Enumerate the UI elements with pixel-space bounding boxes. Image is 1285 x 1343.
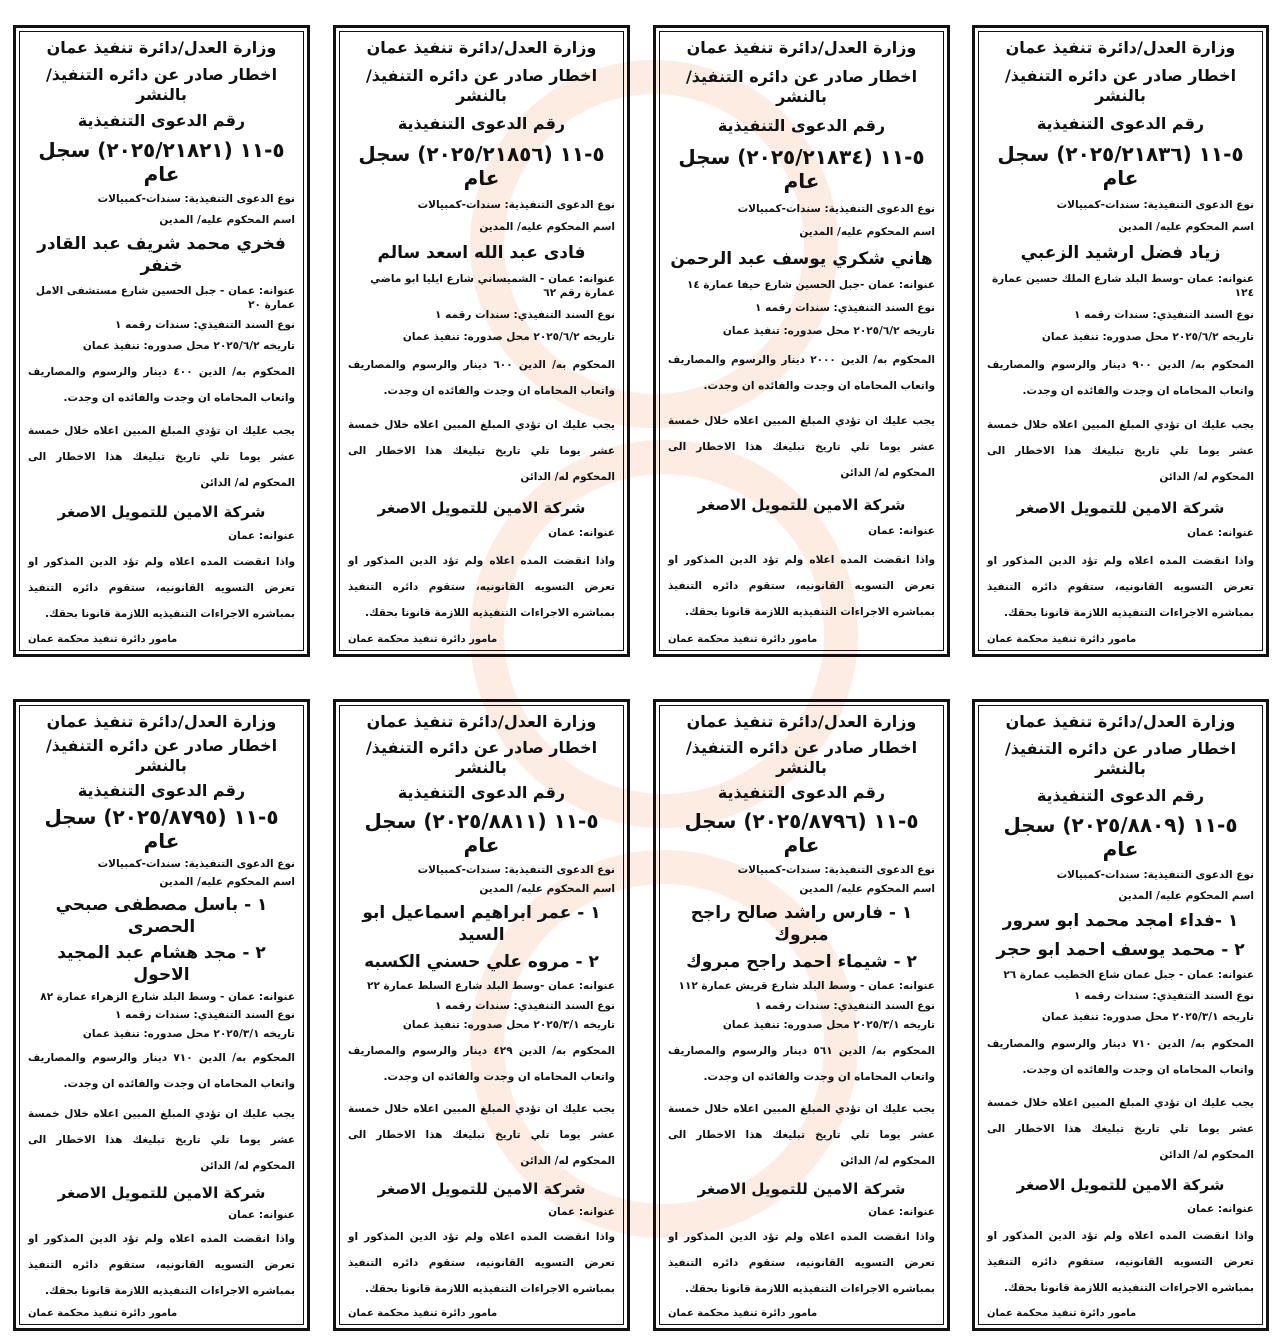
- judgment-amount: المحكوم به/ الدين ٤٢٩ دينار والرسوم والمصاريف واتعاب المحاماه ان وجدت والفائده ان وجدت.: [348, 1044, 615, 1083]
- payment-instruction: يجب عليك ان تؤدي المبلغ المبين اعلاه خلال خمسة عشر يوما تلي تاريخ تبليغك هذا الاخطار الى المحكوم له/ الدائن: [28, 1108, 295, 1172]
- judgment-amount: المحكوم به/ الدين ٢٠٠٠ دينار والرسوم والمصاريف واتعاب المحاماه ان وجدت والفائده ان وجدت.: [668, 354, 935, 393]
- warning-text: واذا انقضت المده اعلاه ولم تؤد الدين المذكور او تعرض التسويه القانونيه، ستقوم دائره التنفيذ بمباشره الاجراءات التنفيذيه اللازمة قانونا بحقك.: [348, 1231, 615, 1296]
- bond-type: نوع السند التنفيذي: سندات رقمه ١: [435, 309, 615, 321]
- bond-date: تاريخه ٢٠٢٥/٦/٢ محل صدوره: تنفيذ عمان: [402, 331, 615, 343]
- case-label: رقم الدعوى التنفيذية: [77, 111, 246, 131]
- creditor-company: شركة الامين للتمويل الاصغر: [697, 1180, 906, 1199]
- case-type: نوع الدعوى التنفيذية: سندات-كمبيالات: [737, 863, 935, 876]
- bond-type: نوع السند التنفيذي: سندات رقمه ١: [755, 999, 935, 1012]
- ministry-heading: وزارة العدل/دائرة تنفيذ عمان: [1005, 38, 1236, 57]
- bond-date: تاريخه ٢٠٢٥/٣/١ محل صدوره: تنفيذ عمان: [1041, 1011, 1254, 1023]
- signature: مامور دائرة تنفيذ محكمة عمان: [668, 633, 818, 645]
- creditor-address: عنوانه: عمان: [228, 529, 295, 542]
- payment-instruction: يجب عليك ان تؤدي المبلغ المبين اعلاه خلال خمسة عشر يوما تلي تاريخ تبليغك هذا الاخطار الى المحكوم له/ الدائن: [28, 424, 295, 489]
- bond-date: تاريخه ٢٠٢٥/٦/٢ محل صدوره: تنفيذ عمان: [82, 339, 295, 352]
- defendant-name: ٢ - مجد هشام عبد المجيد الاحول: [57, 942, 266, 985]
- notice-title: اخطار صادر عن دائره التنفيذ/ بالنشر: [45, 736, 278, 776]
- defendant-name: ٢ - شيماء احمد راجح مبروك: [686, 952, 917, 973]
- bond-date: تاريخه ٢٠٢٥/٣/١ محل صدوره: تنفيذ عمان: [722, 1019, 935, 1032]
- payment-instruction: يجب عليك ان تؤدي المبلغ المبين اعلاه خلال خمسة عشر يوما تلي تاريخ تبليغك هذا الاخطار الى المحكوم له/ الدائن: [668, 415, 935, 480]
- legal-notice: [653, 25, 950, 657]
- defendant-name: ١ - فارس راشد صالح راجح مبروك: [690, 902, 913, 945]
- case-type: نوع الدعوى التنفيذية: سندات-كمبيالات: [1056, 199, 1254, 211]
- bond-type: نوع السند التنفيذي: سندات رقمه ١: [1074, 309, 1254, 321]
- defendant-address: عنوانه: عمان - الشميساني شارع ايليا ابو ماضي عمارة رقم ٦٢: [370, 273, 615, 299]
- case-type: نوع الدعوى التنفيذية: سندات-كمبيالات: [417, 863, 615, 876]
- case-label: رقم الدعوى التنفيذية: [397, 783, 566, 803]
- payment-instruction: يجب عليك ان تؤدي المبلغ المبين اعلاه خلال خمسة عشر يوما تلي تاريخ تبليغك هذا الاخطار الى المحكوم له/ الدائن: [987, 1097, 1254, 1161]
- case-number: ٥-١١ (٢٠٢٥/٨٨١١) سجل عام: [364, 808, 599, 857]
- case-number: ٥-١١ (٢٠٢٥/٢١٨٣٦) سجل عام: [997, 142, 1244, 190]
- payment-instruction: يجب عليك ان تؤدي المبلغ المبين اعلاه خلال خمسة عشر يوما تلي تاريخ تبليغك هذا الاخطار الى المحكوم له/ الدائن: [668, 1102, 935, 1167]
- signature: مامور دائرة تنفيذ محكمة عمان: [987, 634, 1137, 645]
- defendant-name: ١ - باسل مصطفى صبحي الحصرى: [55, 894, 268, 937]
- signature: مامور دائرة تنفيذ محكمة عمان: [348, 634, 498, 645]
- judgment-amount: المحكوم به/ الدين ٧١٠ دينار والرسوم والمصاريف واتعاب المحاماه ان وجدت والفائده ان وجدت.: [28, 1051, 295, 1090]
- bond-date: تاريخه ٢٠٢٥/٣/١ محل صدوره: تنفيذ عمان: [402, 1019, 615, 1032]
- judgment-amount: المحكوم به/ الدين ٤٠٠ دينار والرسوم والمصاريف واتعاب المحاماه ان وجدت والفائده ان وجدت.: [28, 366, 295, 405]
- signature: مامور دائرة تنفيذ محكمة عمان: [348, 1308, 498, 1319]
- defendant-label: اسم المحكوم عليه/ المدين: [479, 221, 615, 233]
- case-number: ٥-١١ (٢٠٢٥/٨٨٠٩) سجل عام: [1003, 813, 1238, 861]
- ministry-heading: وزارة العدل/دائرة تنفيذ عمان: [686, 38, 917, 57]
- signature: مامور دائرة تنفيذ محكمة عمان: [987, 1308, 1137, 1319]
- defendant-label: اسم المحكوم عليه/ المدين: [1118, 221, 1254, 233]
- defendant-address: عنوانه: عمان - جبل الحسين شارع مستشفى الامل عمارة ٢٠: [35, 284, 295, 311]
- warning-text: واذا انقضت المده اعلاه ولم تؤد الدين المذكور او تعرض التسويه القانونيه، ستقوم دائره التنفيذ بمباشره الاجراءات التنفيذيه اللازمة قانونا بحقك.: [348, 555, 615, 619]
- creditor-company: شركة الامين للتمويل الاصغر: [57, 1184, 266, 1203]
- creditor-address: عنوانه: عمان: [1187, 1203, 1254, 1215]
- defendant-name: ١ -فداء امجد محمد ابو سرور: [1002, 911, 1239, 931]
- creditor-address: عنوانه: عمان: [548, 1205, 615, 1218]
- case-number: ٥-١١ (٢٠٢٥/٢١٨٢١) سجل عام: [38, 137, 285, 186]
- legal-notice: [13, 699, 310, 1331]
- case-number: ٥-١١ (٢٠٢٥/٨٧٩٥) سجل عام: [44, 804, 279, 853]
- judgment-amount: المحكوم به/ الدين ٩٠٠ دينار والرسوم والمصاريف واتعاب المحاماه ان وجدت والفائده ان وجدت.: [987, 359, 1254, 397]
- creditor-company: شركة الامين للتمويل الاصغر: [57, 503, 266, 522]
- bond-type: نوع السند التنفيذي: سندات رقمه ١: [435, 999, 615, 1012]
- defendant-address: عنوانه: عمان - جبل عمان شاع الخطيب عمارة ٢٦: [1003, 969, 1254, 981]
- creditor-company: شركة الامين للتمويل الاصغر: [697, 496, 906, 515]
- creditor-address: عنوانه: عمان: [868, 1205, 935, 1218]
- creditor-address: عنوانه: عمان: [548, 527, 615, 539]
- defendant-name: فادى عبد الله اسعد سالم: [377, 243, 586, 263]
- notice-title: اخطار صادر عن دائره التنفيذ/ بالنشر: [365, 737, 598, 777]
- notice-title: اخطار صادر عن دائره التنفيذ/ بالنشر: [1004, 739, 1237, 778]
- defendant-address: عنوانه: عمان -وسط البلد شارع الملك حسين عمارة ١٢٤: [991, 273, 1254, 299]
- case-type: نوع الدعوى التنفيذية: سندات-كمبيالات: [97, 858, 295, 870]
- warning-text: واذا انقضت المده اعلاه ولم تؤد الدين المذكور او تعرض التسويه القانونيه، ستقوم دائره التنفيذ بمباشره الاجراءات التنفيذيه اللازمة قانونا بحقك.: [987, 555, 1254, 619]
- creditor-company: شركة الامين للتمويل الاصغر: [1016, 1176, 1225, 1194]
- ministry-heading: وزارة العدل/دائرة تنفيذ عمان: [366, 712, 597, 731]
- case-number: ٥-١١ (٢٠٢٥/٢١٨٥٦) سجل عام: [358, 142, 605, 190]
- defendant-name: ١ - عمر ابراهيم اسماعيل ابو السيد: [362, 902, 601, 945]
- payment-instruction: يجب عليك ان تؤدي المبلغ المبين اعلاه خلال خمسة عشر يوما تلي تاريخ تبليغك هذا الاخطار الى المحكوم له/ الدائن: [348, 1102, 615, 1167]
- legal-notice: [972, 25, 1269, 657]
- notice-title: اخطار صادر عن دائره التنفيذ/ بالنشر: [1004, 66, 1237, 105]
- ministry-heading: وزارة العدل/دائرة تنفيذ عمان: [366, 38, 597, 57]
- judgment-amount: المحكوم به/ الدين ٥٦١ دينار والرسوم والمصاريف واتعاب المحاماه ان وجدت والفائده ان وجدت.: [668, 1044, 935, 1083]
- case-number: ٥-١١ (٢٠٢٥/٨٧٩٦) سجل عام: [684, 808, 919, 857]
- signature: مامور دائرة تنفيذ محكمة عمان: [28, 633, 178, 645]
- case-number: ٥-١١ (٢٠٢٥/٢١٨٣٤) سجل عام: [678, 144, 925, 193]
- case-label: رقم الدعوى التنفيذية: [1036, 786, 1205, 805]
- notice-title: اخطار صادر عن دائره التنفيذ/ بالنشر: [365, 66, 598, 105]
- defendant-label: اسم المحكوم عليه/ المدين: [799, 225, 935, 238]
- defendant-label: اسم المحكوم عليه/ المدين: [799, 883, 935, 896]
- warning-text: واذا انقضت المده اعلاه ولم تؤد الدين المذكور او تعرض التسويه القانونيه، ستقوم دائره التنفيذ بمباشره الاجراءات التنفيذيه اللازمة قانونا بحقك.: [668, 553, 935, 618]
- bond-type: نوع السند التنفيذي: سندات رقمه ١: [1074, 990, 1254, 1002]
- defendant-address: عنوانه: عمان -جبل الحسين شارع حيفا عمارة ١٤: [686, 279, 935, 292]
- ministry-heading: وزارة العدل/دائرة تنفيذ عمان: [46, 38, 277, 57]
- ministry-heading: وزارة العدل/دائرة تنفيذ عمان: [1005, 712, 1236, 731]
- legal-notice: [333, 25, 630, 657]
- judgment-amount: المحكوم به/ الدين ٧١٠ دينار والرسوم والمصاريف واتعاب المحاماه ان وجدت والفائده ان وجدت.: [987, 1038, 1254, 1076]
- defendant-name: فخري محمد شريف عبد القادر خنفر: [37, 234, 286, 277]
- case-type: نوع الدعوى التنفيذية: سندات-كمبيالات: [97, 193, 295, 206]
- bond-date: تاريخه ٢٠٢٥/٦/٢ محل صدوره: تنفيذ عمان: [1041, 331, 1254, 343]
- bond-type: نوع السند التنفيذي: سندات رقمه ١: [115, 1009, 295, 1022]
- warning-text: واذا انقضت المده اعلاه ولم تؤد الدين المذكور او تعرض التسويه القانونيه، ستقوم دائره التنفيذ بمباشره الاجراءات التنفيذيه اللازمة قانونا بحقك.: [668, 1231, 935, 1296]
- creditor-address: عنوانه: عمان: [1187, 527, 1254, 539]
- legal-notice: [653, 699, 950, 1331]
- defendant-address: عنوانه: عمان - وسط البلد شارع الزهراء عمارة ٨٢: [40, 991, 295, 1003]
- case-type: نوع الدعوى التنفيذية: سندات-كمبيالات: [417, 199, 615, 211]
- signature: مامور دائرة تنفيذ محكمة عمان: [28, 1308, 178, 1319]
- bond-date: تاريخه ٢٠٢٥/٦/٢ محل صدوره: تنفيذ عمان: [722, 325, 935, 338]
- ministry-heading: وزارة العدل/دائرة تنفيذ عمان: [46, 712, 277, 731]
- defendant-name: زياد فضل ارشيد الزعبي: [1020, 243, 1221, 263]
- notice-title: اخطار صادر عن دائره التنفيذ/ بالنشر: [685, 737, 918, 777]
- defendant-label: اسم المحكوم عليه/ المدين: [159, 213, 295, 226]
- case-type: نوع الدعوى التنفيذية: سندات-كمبيالات: [737, 202, 935, 215]
- creditor-company: شركة الامين للتمويل الاصغر: [1016, 499, 1225, 517]
- bond-date: تاريخه ٢٠٢٥/٣/١ محل صدوره: تنفيذ عمان: [82, 1027, 295, 1040]
- warning-text: واذا انقضت المده اعلاه ولم تؤد الدين المذكور او تعرض التسويه القانونيه، ستقوم دائره التنفيذ بمباشره الاجراءات التنفيذيه اللازمة قانونا بحقك.: [28, 1232, 295, 1297]
- legal-notice: [972, 699, 1269, 1331]
- creditor-company: شركة الامين للتمويل الاصغر: [377, 499, 586, 517]
- defendant-label: اسم المحكوم عليه/ المدين: [479, 883, 615, 896]
- defendant-address: عنوانه: عمان -وسط البلد شارع السلط عمارة ٢٢: [367, 980, 615, 992]
- signature: مامور دائرة تنفيذ محكمة عمان: [668, 1308, 818, 1319]
- creditor-company: شركة الامين للتمويل الاصغر: [377, 1180, 586, 1199]
- notice-title: اخطار صادر عن دائره التنفيذ/ بالنشر: [685, 66, 918, 106]
- creditor-address: عنوانه: عمان: [868, 524, 935, 537]
- payment-instruction: يجب عليك ان تؤدي المبلغ المبين اعلاه خلال خمسة عشر يوما تلي تاريخ تبليغك هذا الاخطار الى المحكوم له/ الدائن: [348, 419, 615, 483]
- payment-instruction: يجب عليك ان تؤدي المبلغ المبين اعلاه خلال خمسة عشر يوما تلي تاريخ تبليغك هذا الاخطار الى المحكوم له/ الدائن: [987, 419, 1254, 483]
- case-label: رقم الدعوى التنفيذية: [1036, 114, 1205, 133]
- defendant-name: هاني شكري يوسف عبد الرحمن: [670, 248, 933, 269]
- defendant-label: اسم المحكوم عليه/ المدين: [159, 876, 295, 889]
- warning-text: واذا انقضت المده اعلاه ولم تؤد الدين المذكور او تعرض التسويه القانونيه، ستقوم دائره التنفيذ بمباشره الاجراءات التنفيذيه اللازمة قانونا بحقك.: [987, 1230, 1254, 1294]
- defendant-label: اسم المحكوم عليه/ المدين: [1118, 890, 1254, 902]
- judgment-amount: المحكوم به/ الدين ٦٠٠ دينار والرسوم والمصاريف واتعاب المحاماه ان وجدت والفائده ان وجدت.: [348, 359, 615, 397]
- case-label: رقم الدعوى التنفيذية: [717, 783, 886, 803]
- creditor-address: عنوانه: عمان: [228, 1208, 295, 1221]
- defendant-name: ٢ - محمد يوسف احمد ابو حجر: [996, 940, 1245, 960]
- ministry-heading: وزارة العدل/دائرة تنفيذ عمان: [686, 712, 917, 731]
- legal-notice: [333, 699, 630, 1331]
- bond-type: نوع السند التنفيذي: سندات رقمه ١: [115, 319, 295, 332]
- case-type: نوع الدعوى التنفيذية: سندات-كمبيالات: [1056, 869, 1254, 881]
- notice-title: اخطار صادر عن دائره التنفيذ/ بالنشر: [45, 64, 278, 104]
- defendant-name: ٢ - مروه علي حسني الكسبه: [364, 952, 599, 973]
- case-label: رقم الدعوى التنفيذية: [717, 115, 886, 135]
- case-label: رقم الدعوى التنفيذية: [397, 114, 566, 133]
- legal-notice: [13, 25, 310, 657]
- defendant-address: عنوانه: عمان - وسط البلد شارع قريش عمارة ١١٢: [678, 980, 935, 992]
- case-label: رقم الدعوى التنفيذية: [77, 780, 246, 800]
- warning-text: واذا انقضت المده اعلاه ولم تؤد الدين المذكور او تعرض التسويه القانونيه، ستقوم دائره التنفيذ بمباشره الاجراءات التنفيذيه اللازمة قانونا بحقك.: [28, 556, 295, 621]
- bond-type: نوع السند التنفيذي: سندات رقمه ١: [755, 302, 935, 315]
